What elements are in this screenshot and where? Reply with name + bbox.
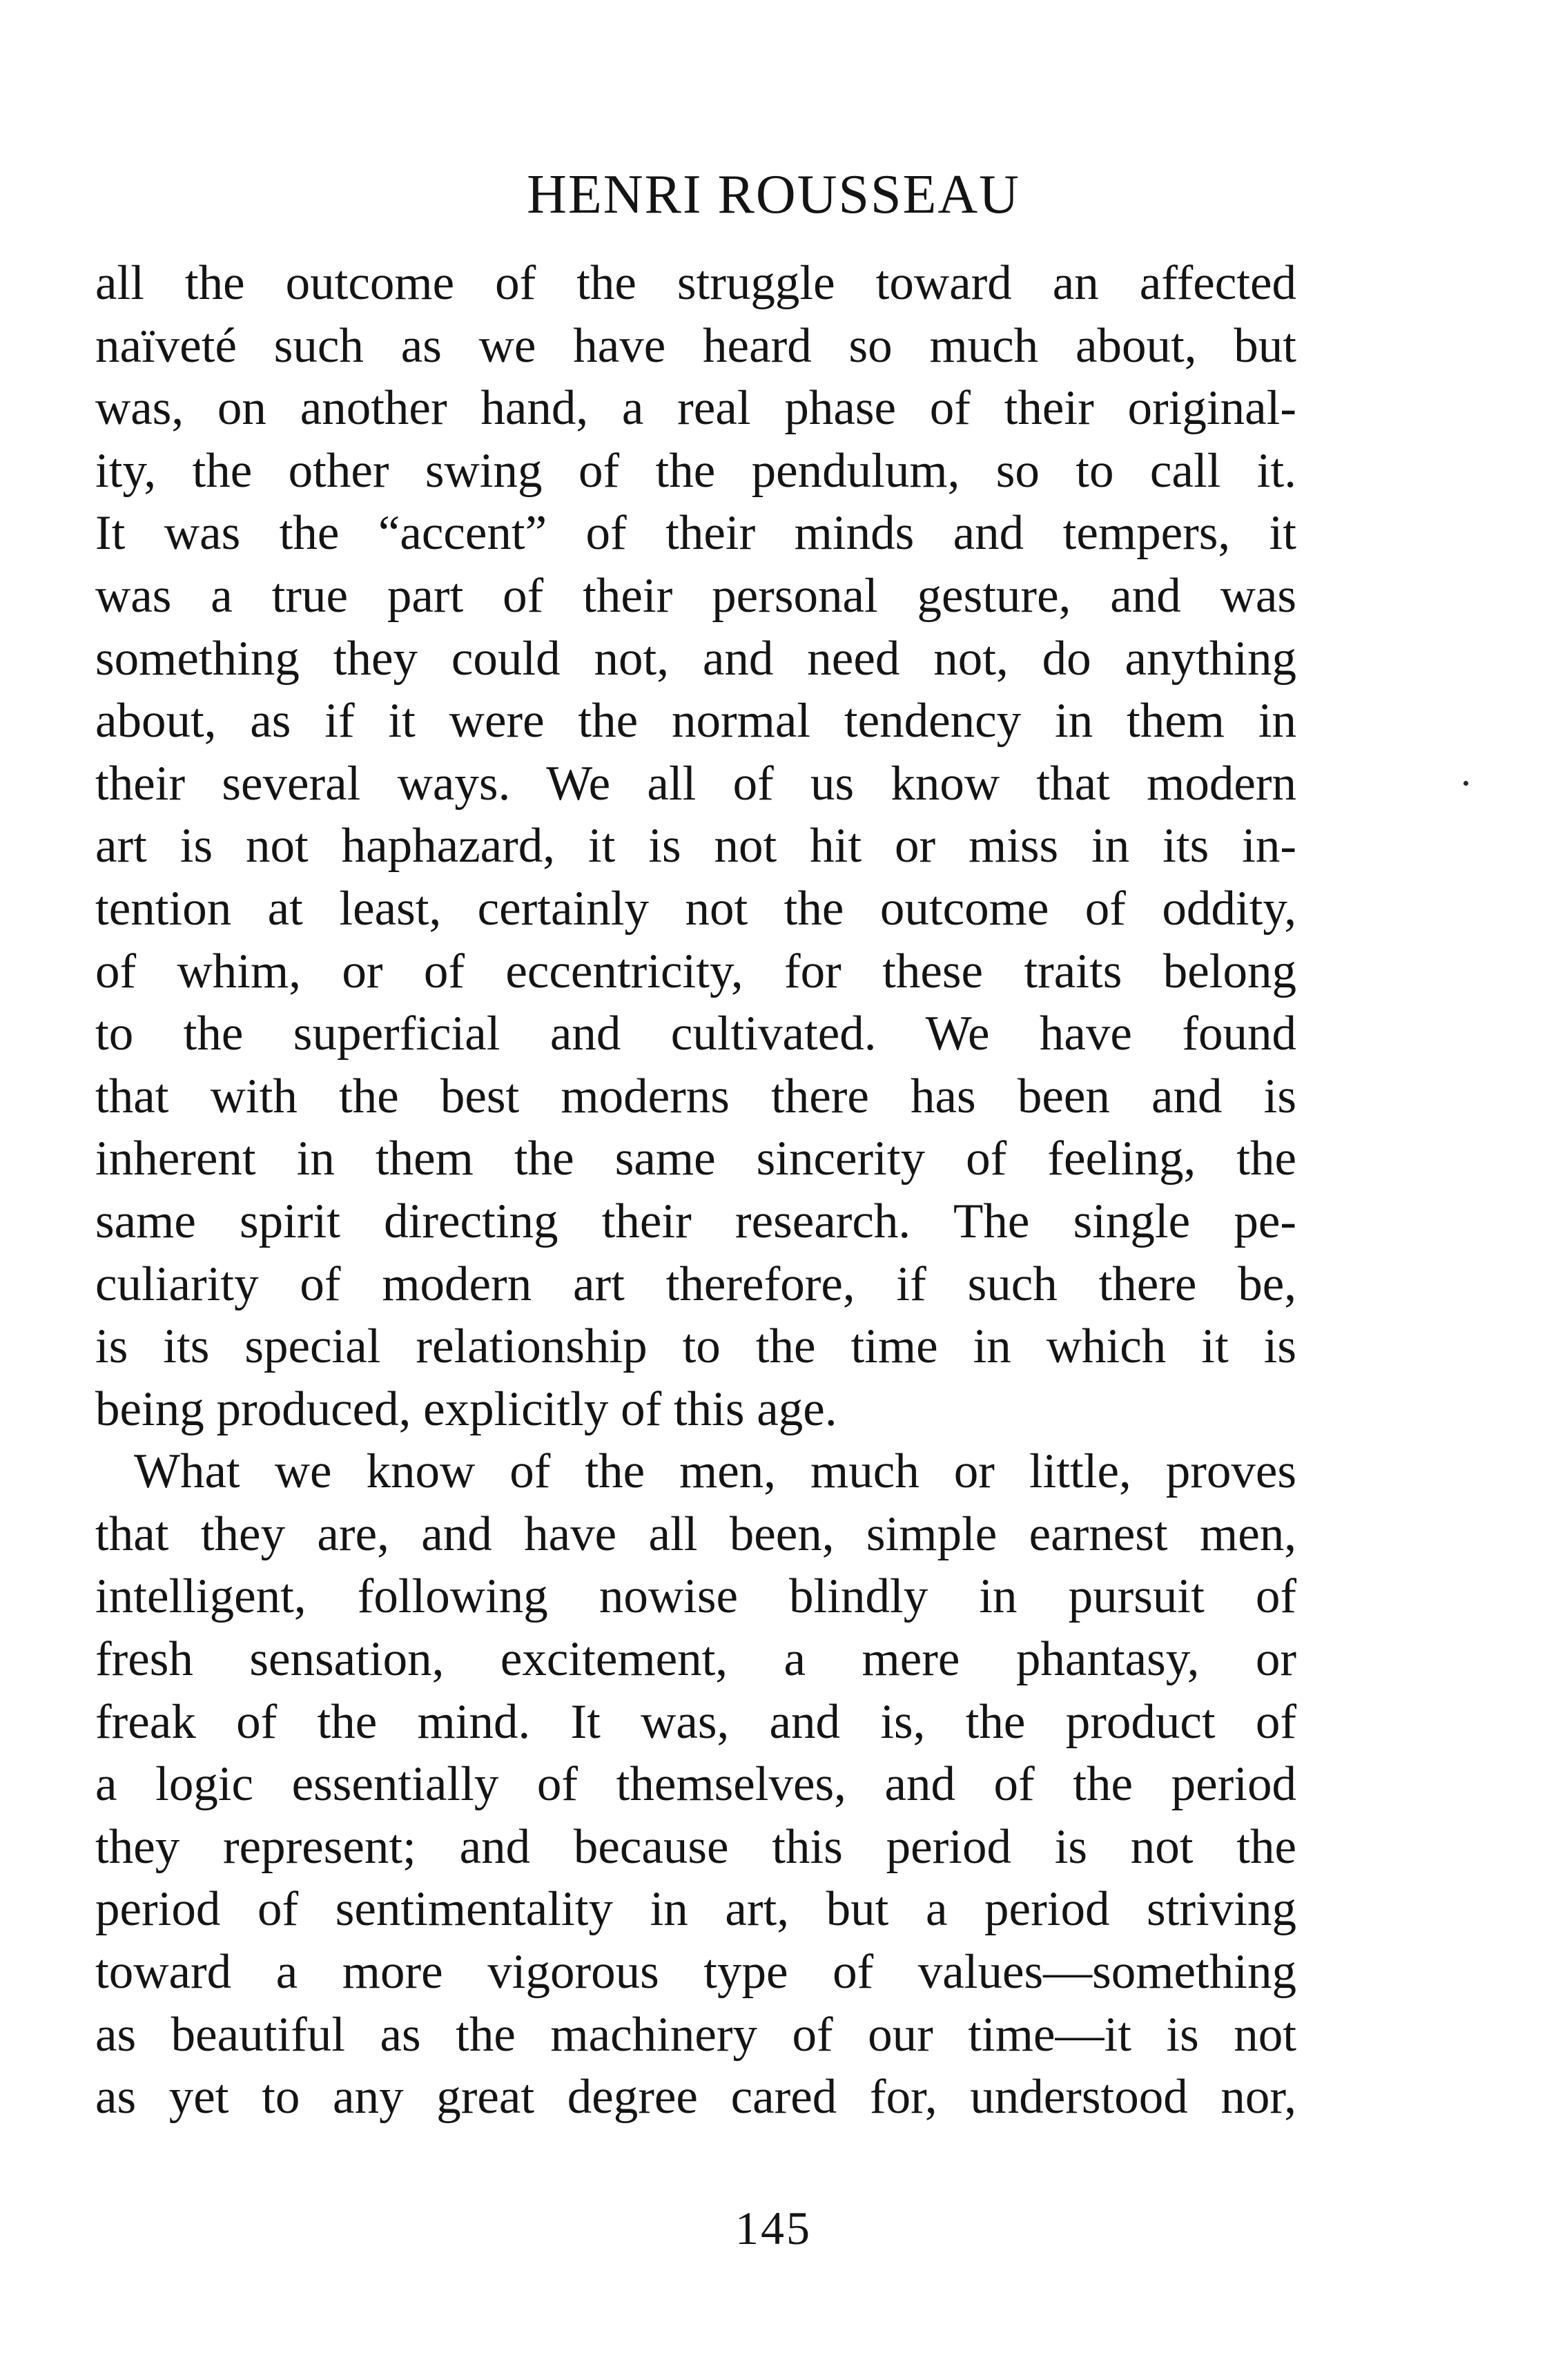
- text-line: same spirit directing their research. The single pe-: [95, 1194, 1296, 1248]
- text-line: something they could not, and need not, do anything: [95, 631, 1296, 686]
- body-text: [95, 252, 1296, 2129]
- text-line: tention at least, certainly not the outcome of oddity,: [95, 881, 1296, 936]
- text-line: period of sentimentality in art, but a period striving: [95, 1882, 1296, 1937]
- text-line: their several ways. We all of us know that modern: [95, 756, 1296, 811]
- text-line: all the outcome of the struggle toward an affected: [95, 256, 1296, 310]
- text-line: art is not haphazard, it is not hit or miss in its in-: [95, 819, 1296, 873]
- text-line: of whim, or of eccentricity, for these traits belong: [95, 944, 1296, 998]
- page-number: 145: [735, 2202, 812, 2254]
- text-line: intelligent, following nowise blindly in pursuit of: [95, 1569, 1296, 1624]
- paragraph-end-line: being produced, explicitly of this age.: [95, 1382, 837, 1436]
- text-line: a logic essentially of themselves, and of the period: [95, 1757, 1296, 1812]
- text-line: as yet to any great degree cared for, understood nor,: [95, 2070, 1296, 2125]
- ink-speck: [1463, 781, 1468, 786]
- text-line: toward a more vigorous type of values—something: [95, 1945, 1296, 2000]
- text-line: It was the “accent” of their minds and tempers, it: [95, 506, 1296, 561]
- text-line: they represent; and because this period is not the: [95, 1819, 1296, 1874]
- text-line: ity, the other swing of the pendulum, so to call it.: [95, 443, 1296, 498]
- text-line: fresh sensation, excitement, a mere phantasy, or: [95, 1632, 1296, 1687]
- text-line: naïveté such as we have heard so much about, but: [95, 318, 1296, 373]
- text-line: about, as if it were the normal tendency in them in: [95, 694, 1296, 748]
- text-line: that with the best moderns there has been and is: [95, 1069, 1296, 1123]
- text-line: to the superficial and cultivated. We have found: [95, 1007, 1296, 1061]
- text-line: that they are, and have all been, simple earnest men,: [95, 1507, 1296, 1561]
- text-line: was a true part of their personal gesture, and was: [95, 568, 1296, 623]
- paragraph-start-line: What we know of the men, much or little, proves: [134, 1444, 1296, 1499]
- text-line: freak of the mind. It was, and is, the product of: [95, 1694, 1296, 1749]
- text-line: inherent in them the same sincerity of feeling, the: [95, 1132, 1296, 1186]
- text-line: was, on another hand, a real phase of their original-: [95, 381, 1296, 436]
- text-line: is its special relationship to the time in which it is: [95, 1319, 1296, 1374]
- text-line: culiarity of modern art therefore, if such there be,: [95, 1257, 1296, 1311]
- running-head: HENRI ROUSSEAU: [527, 164, 1020, 225]
- text-line: as beautiful as the machinery of our time—it is not: [95, 2007, 1296, 2062]
